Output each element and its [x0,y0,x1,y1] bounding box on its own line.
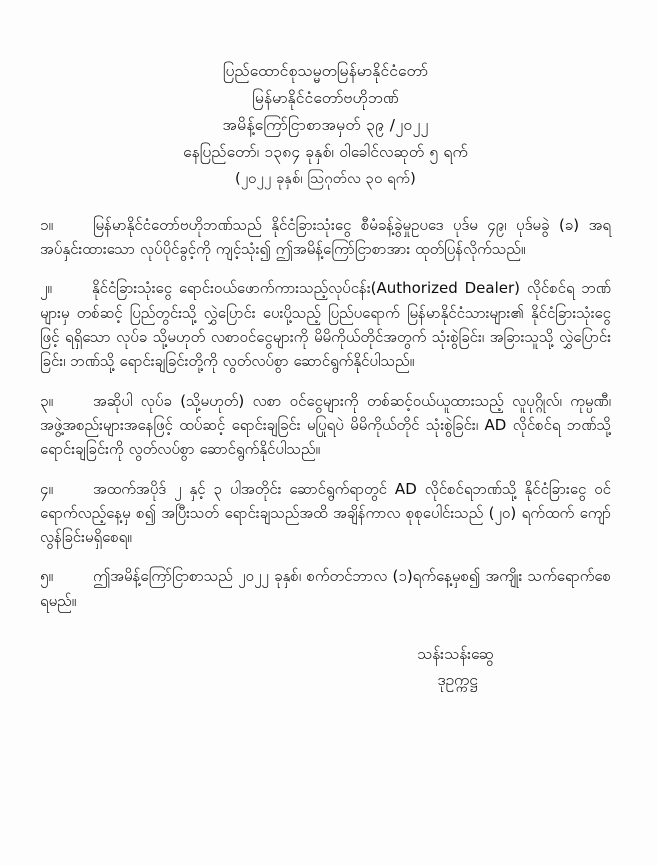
signatory-name: သန်းသန်းဆွေ [417,645,494,664]
paragraph-5-text: ဤအမိန့်ကြော်ငြာစာသည် ၂၀၂၂ ခုနှစ်၊ စက်တင်ဘာလ (၁)ရက်နေ့မှစ၍ အကျိုး သက်ရောက်စေရမည်။ [40,567,611,610]
paragraph-3-number: ၃။ [40,391,53,410]
paragraph-1-number: ၁။ [40,215,53,234]
signatory-title: ဒုဥက္ကဋ္ဌ [437,671,478,690]
header-line-notification-number: အမိန့်ကြော်ငြာစာအမှတ် ၃၉ /၂၀၂၂ [222,116,429,135]
paragraph-1-text: မြန်မာနိုင်ငံတော်ဗဟိုဘဏ်သည် နိုင်ငံခြားသုံးငွေ စီမံခန့်ခွဲမှုဥပဒေ ပုဒ်မ ၄၉၊ ပုဒ်မခွဲ (ခ) အရ အပ်နှင်းထားသော လုပ်ပိုင်ခွင့်ကို ကျင့်သုံး၍ ဤအမိန့်ကြော်ငြာစာအား ထုတ်ပြန်လိုက်သည်။ [40,215,611,259]
header-body-spacer [40,192,611,198]
header-line-institution: မြန်မာနိုင်ငံတော်ဗဟိုဘဏ် [252,89,399,108]
header-line-country: ပြည်ထောင်စုသမ္မတမြန်မာနိုင်ငံတော် [222,62,429,80]
paragraph-2-number: ၂။ [40,279,52,298]
paragraph-2 [40,276,611,373]
document-body [40,213,611,613]
paragraph-4-number: ၄။ [40,479,53,498]
paragraph-4 [40,477,611,550]
paragraph-3-text: အဆိုပါ လုပ်ခ (သို့မဟုတ်) လစာ ဝင်ငွေများကို တစ်ဆင့်ဝယ်ယူထားသည့် လူပုဂ္ဂိုလ်၊ ကုမ္ပဏီ၊ အဖွဲ့အစည်းများအနေဖြင့် ထပ်ဆင့် ရောင်းချခြင်း မပြုရပဲ မိမိကိုယ်တိုင် သုံးစွဲခြင်း၊ AD လိုင်စင်ရ ဘဏ်သို့ ရောင်းချခြင်းကို လွတ်လပ်စွာ ဆောင်ရွက်နိုင်ပါသည်။ [40,391,611,459]
paragraph-1 [40,213,611,262]
paragraph-5 [40,564,611,613]
header-line-date-gregorian: (၂၀၂၂ ခုနှစ်၊ သြဂုတ်လ ၃၀ ရက်) [234,170,417,187]
paragraph-5-number: ၅။ [40,567,53,586]
document-header [40,58,611,192]
header-line-date-burmese: နေပြည်တော်၊ ၁၃၈၄ ခုနှစ်၊ ဝါခေါင်လဆုတ် ၅ ရက် [183,143,468,162]
paragraph-2-text: နိုင်ငံခြားသုံးငွေ ရောင်းဝယ်ဖောက်ကားသည့်လုပ်ငန်း(Authorized Dealer) လိုင်စင်ရ ဘဏ်များမှ တစ်ဆင့် ပြည်တွင်းသို့ လွှဲပြောင်း ပေးပို့သည့် ပြည်ပရောက် မြန်မာနိုင်ငံသားများ၏ နိုင်ငံခြားသုံးငွေဖြင့် ရရှိသော လုပ်ခ သို့မဟုတ် လစာဝင်ငွေများကို မိမိကိုယ်တိုင်အတွက် သုံးစွဲခြင်း၊ အခြားသူသို့ လွှဲပြောင်းခြင်း၊ ဘဏ်သို့ ရောင်းချခြင်းတို့ကို လွတ်လပ်စွာ ဆောင်ရွက်နိုင်ပါသည်။ [40,279,611,371]
signature-block [40,641,611,694]
paragraph-4-text: အထက်အပိုဒ် ၂ နှင့် ၃ ပါအတိုင်း ဆောင်ရွက်ရာတွင် AD လိုင်စင်ရဘဏ်သို့ နိုင်ငံခြားငွေ ဝင်ရောက်လည့်နေ့မှ စ၍ အပြီးသတ် ရောင်းချသည်အထိ အချိန်ကာလ စုစုပေါင်းသည် (၂၀) ရက်ထက် ကျော်လွန်ခြင်းမရှိစေရ။ [40,479,611,547]
paragraph-3 [40,389,611,462]
